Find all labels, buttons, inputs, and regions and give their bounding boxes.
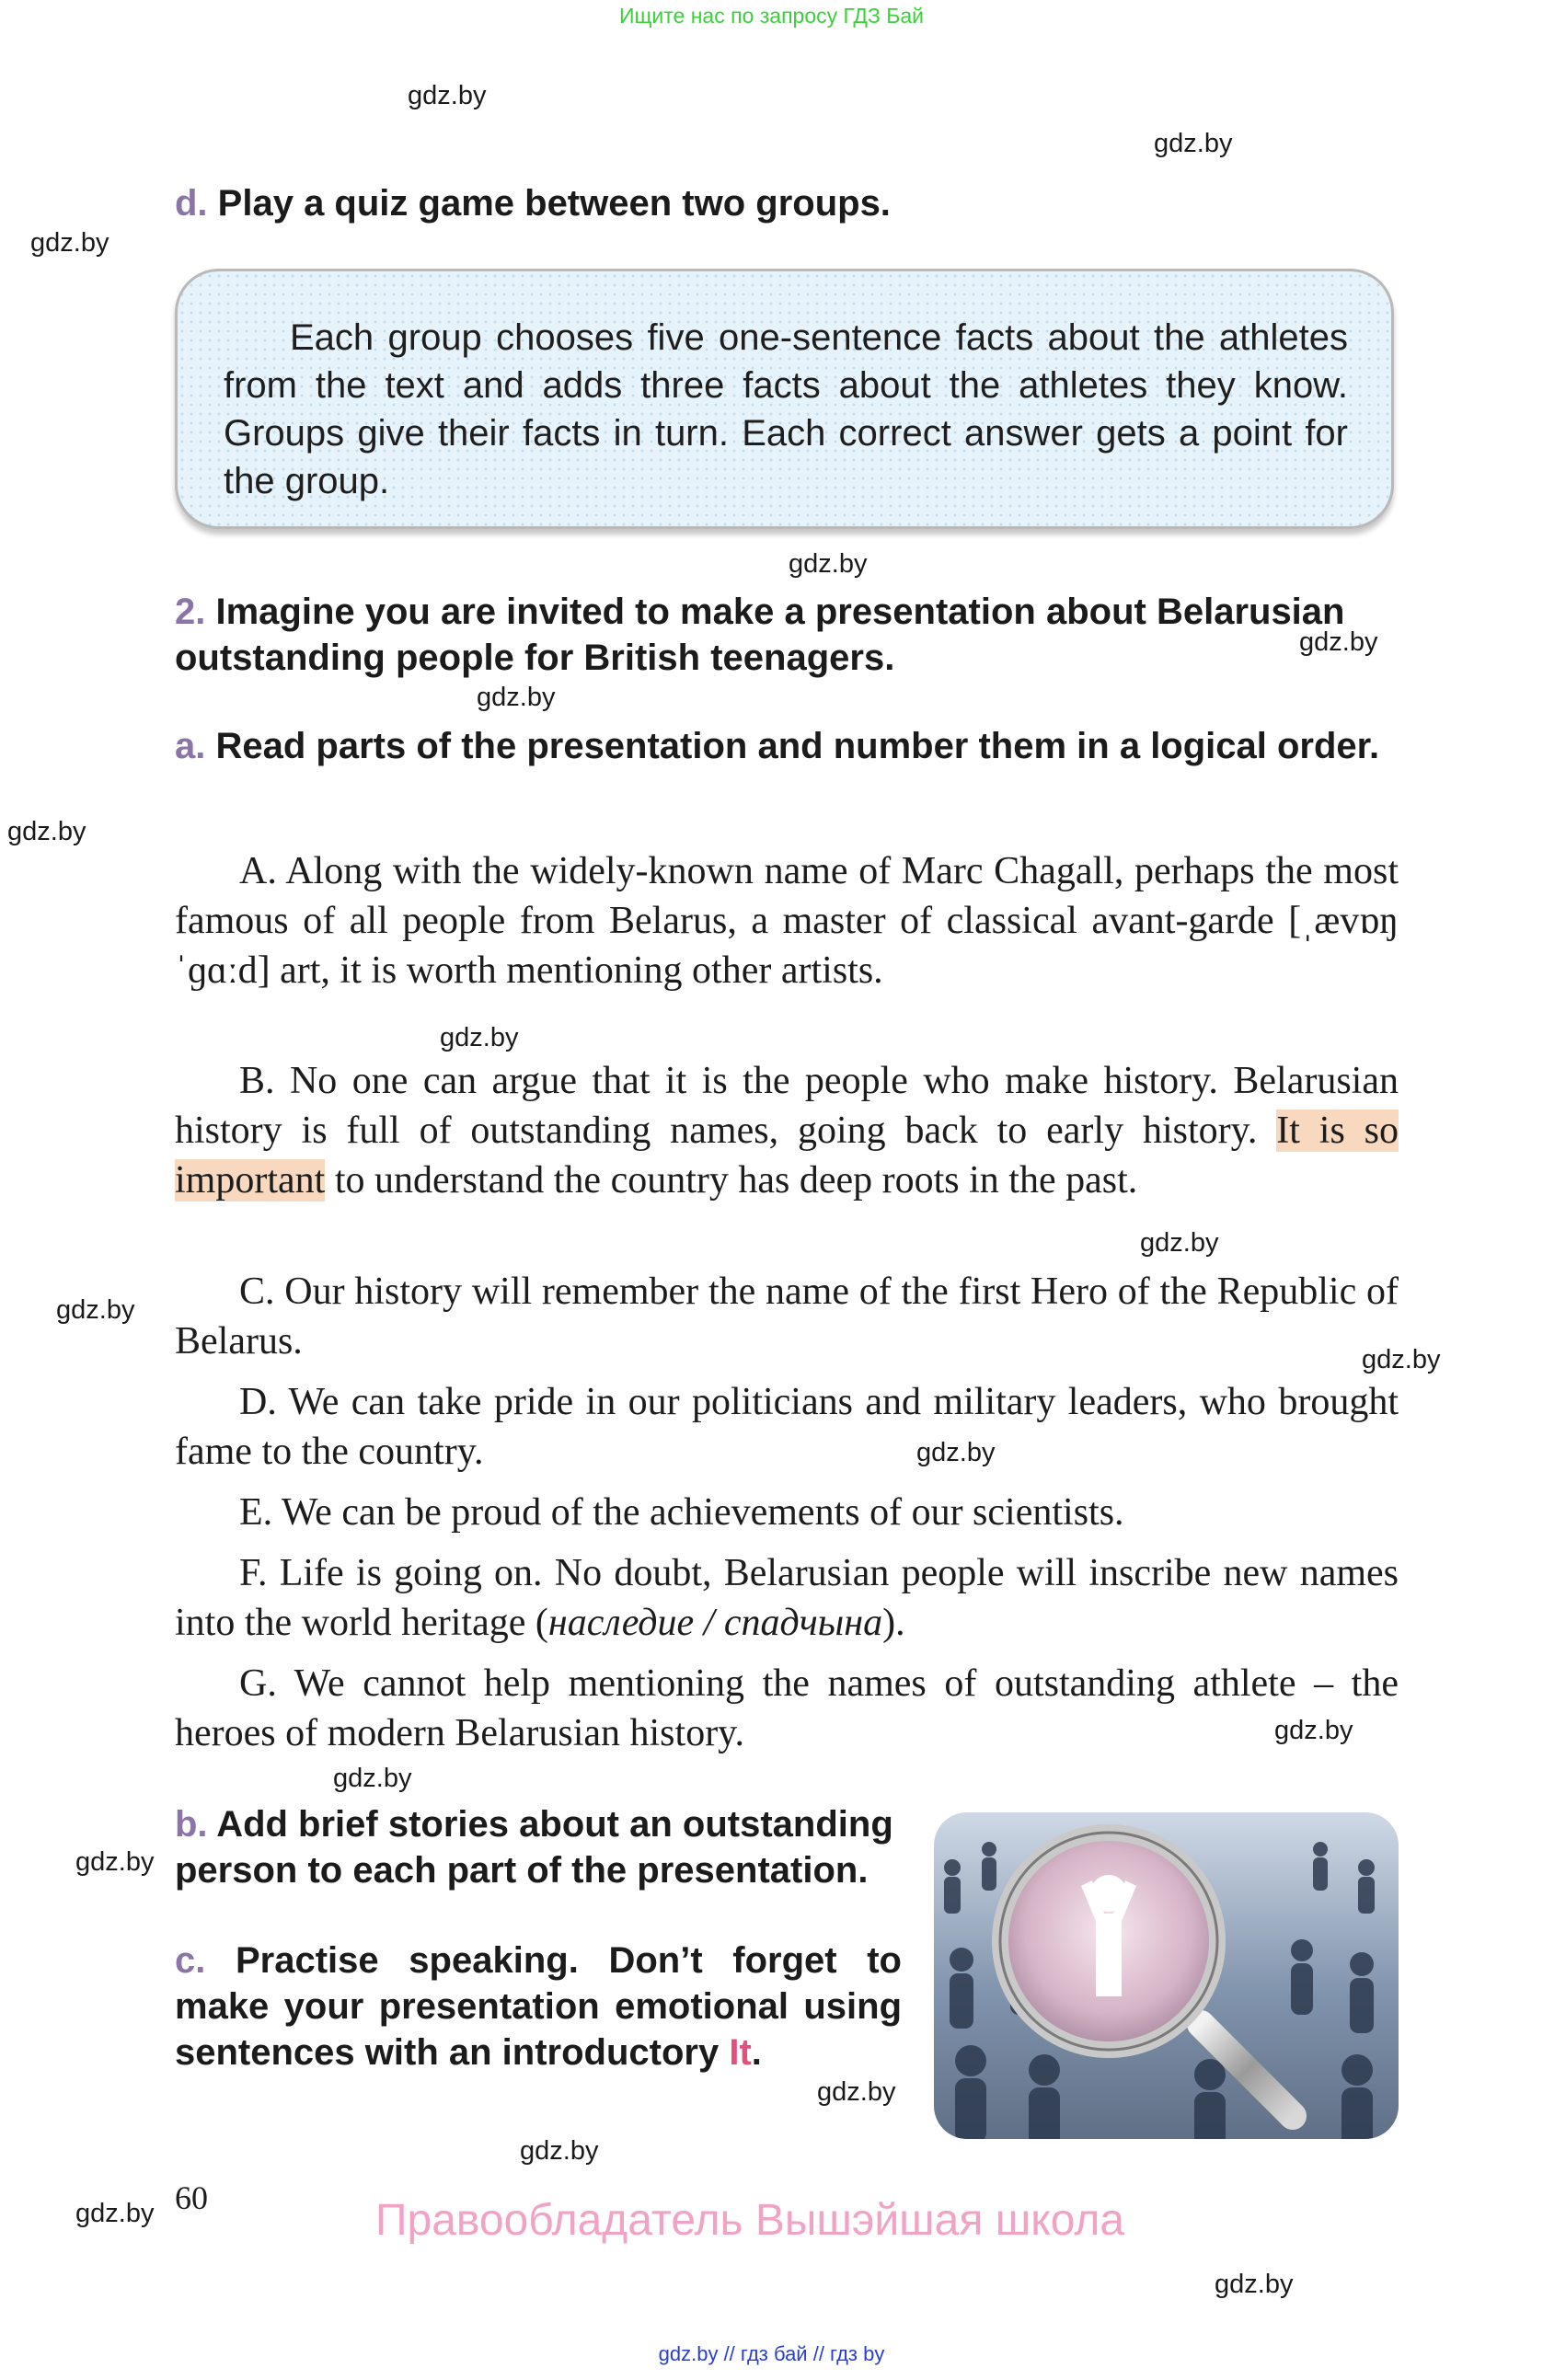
watermark: gdz.by bbox=[56, 1295, 135, 1325]
task-text: Add brief stories about an outstanding person to each part of the presentation. bbox=[175, 1804, 893, 1891]
task-marker: c. bbox=[175, 1940, 206, 1981]
watermark: gdz.by bbox=[1140, 1228, 1219, 1258]
task-text: Imagine you are invited to make a presentation about Belarusian outstanding people for British teenagers. bbox=[175, 592, 1345, 678]
watermark: gdz.by bbox=[75, 1847, 155, 1877]
watermark: gdz.by bbox=[789, 549, 868, 579]
watermark: gdz.by bbox=[477, 683, 556, 712]
task-marker: a. bbox=[175, 726, 206, 766]
part-b-text: B. No one can argue that it is the people who make history. Belarusian history is full of outstanding names, going back to early history. bbox=[175, 1060, 1399, 1152]
part-b bbox=[175, 1056, 1399, 1205]
watermark: gdz.by bbox=[916, 1438, 996, 1467]
watermark: gdz.by bbox=[408, 81, 487, 110]
part-c: C. Our history will remember the name of the first Hero of the Republic of Belarus. bbox=[175, 1270, 1399, 1362]
task-marker: d. bbox=[175, 183, 208, 224]
task-text: Practise speaking. Don’t forget to make your presentation emotional using sentences with an introductory bbox=[175, 1940, 902, 2073]
task-d bbox=[175, 180, 1399, 226]
watermark: gdz.by bbox=[440, 1023, 519, 1052]
page-number: 60 bbox=[175, 2179, 208, 2216]
task-c bbox=[175, 1937, 902, 2075]
quiz-instructions-box bbox=[175, 269, 1394, 529]
watermark: gdz.by bbox=[1362, 1345, 1441, 1374]
watermark: gdz.by bbox=[1299, 627, 1378, 657]
box-text: Each group chooses five one-sentence facts about the athletes from the text and adds three facts about the athletes they know. Groups give their facts in turn. Each correct answer gets a point for the group. bbox=[224, 317, 1348, 501]
task-marker: 2. bbox=[175, 592, 206, 632]
watermark: gdz.by bbox=[1154, 129, 1233, 158]
part-f bbox=[175, 1548, 1399, 1648]
part-b-text-end: to understand the country has deep roots in the past. bbox=[325, 1159, 1138, 1201]
watermark: gdz.by bbox=[1215, 2270, 1294, 2299]
introductory-it: It bbox=[729, 2032, 752, 2073]
watermark: gdz.by bbox=[30, 228, 109, 258]
task-marker: b. bbox=[175, 1804, 208, 1845]
copyright-holder: Правообладатель Вышэйшая школа bbox=[375, 2196, 1125, 2245]
part-e: E. We can be proud of the achievements of our scientists. bbox=[239, 1491, 1124, 1534]
task-b bbox=[175, 1801, 902, 1893]
highlighted-phrase: It is so important bbox=[175, 1110, 1399, 1201]
part-d: D. We can take pride in our politicians and military leaders, who brought fame to the country. bbox=[175, 1381, 1399, 1473]
watermark: gdz.by bbox=[7, 817, 86, 846]
task-text-end: . bbox=[751, 2032, 762, 2073]
part-g: G. We cannot help mentioning the names of outstanding athlete – the heroes of modern Belarusian history. bbox=[175, 1662, 1399, 1754]
translation-italic: наследие / спадчына bbox=[547, 1602, 883, 1644]
watermark: gdz.by bbox=[1274, 1716, 1353, 1745]
top-search-note: Ищите нас по запросу ГДЗ Бай bbox=[618, 4, 925, 28]
crowd-image bbox=[934, 1812, 1399, 2139]
watermark: gdz.by bbox=[333, 1764, 412, 1793]
magnifier-crowd-illustration bbox=[934, 1812, 1399, 2139]
watermark: gdz.by bbox=[520, 2136, 599, 2166]
part-f-text-end: ). bbox=[882, 1602, 905, 1644]
footer-links: gdz.by // гдз бай // гдз by bbox=[658, 2342, 885, 2365]
task-text: Play a quiz game between two groups. bbox=[217, 183, 891, 224]
part-f-text: F. Life is going on. No doubt, Belarusian people will inscribe new names into the world heritage ( bbox=[175, 1552, 1399, 1644]
task-a bbox=[175, 723, 1399, 769]
watermark: gdz.by bbox=[75, 2199, 155, 2228]
watermark: gdz.by bbox=[817, 2077, 896, 2107]
task-text: Read parts of the presentation and number them in a logical order. bbox=[215, 726, 1380, 766]
task-2 bbox=[175, 589, 1399, 681]
part-a: A. Along with the widely-known name of Marc Chagall, perhaps the most famous of all people from Belarus, a master of classical avant-garde [ˌævɒŋˈɡɑːd] art, it is worth mentioning other artists. bbox=[175, 850, 1399, 992]
